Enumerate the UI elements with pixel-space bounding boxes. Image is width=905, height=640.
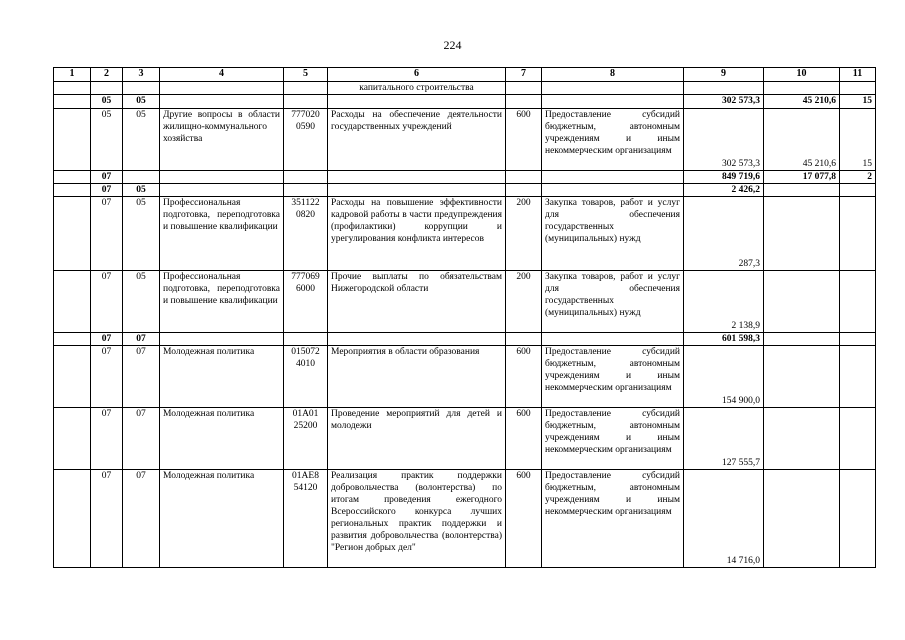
table-row [54, 82, 876, 95]
table-cell: 2 138,9 [684, 271, 764, 333]
table-cell: 07 [123, 333, 160, 346]
table-cell: Молодежная политика [160, 346, 284, 408]
table-cell: 05 [123, 109, 160, 171]
table-cell [764, 184, 840, 197]
table-cell [54, 333, 91, 346]
table-cell [764, 470, 840, 568]
table-cell: 15 [840, 95, 876, 109]
table-cell [284, 95, 328, 109]
table-row [54, 408, 876, 470]
table-cell: 600 [506, 470, 542, 568]
table-cell: Расходы на обеспечение деятельности государственных учреждений [328, 109, 506, 171]
table-cell: 302 573,3 [684, 109, 764, 171]
table-cell [284, 333, 328, 346]
table-cell [160, 184, 284, 197]
table-cell [284, 82, 328, 95]
table-cell: Профессиональная подготовка, переподготовка и повышение квалификации [160, 197, 284, 271]
table-cell [284, 184, 328, 197]
table-cell: 07 [91, 197, 123, 271]
table-cell: Мероприятия в области образования [328, 346, 506, 408]
table-cell: 45 210,6 [764, 95, 840, 109]
table-cell [840, 333, 876, 346]
table-cell: 05 [123, 184, 160, 197]
table-cell: 849 719,6 [684, 171, 764, 184]
table-cell [123, 171, 160, 184]
table-cell: 2 426,2 [684, 184, 764, 197]
table-cell: 07 [91, 346, 123, 408]
table-cell: Профессиональная подготовка, переподготовка и повышение квалификации [160, 271, 284, 333]
table-cell [123, 82, 160, 95]
table-cell: Реализация практик поддержки добровольчества (волонтерства) по итогам проведения ежегодного Всероссийского конкурса лучших региональных практик поддержки и развития добровольчества (волонтерства) "Регион добрых дел" [328, 470, 506, 568]
table-row [54, 271, 876, 333]
table-cell: 127 555,7 [684, 408, 764, 470]
table-cell: Закупка товаров, работ и услуг для обеспечения государственных (муниципальных) нужд [542, 271, 684, 333]
table-cell: 600 [506, 109, 542, 171]
table-cell [684, 82, 764, 95]
col-header: 10 [764, 68, 840, 82]
table-cell: Предоставление субсидий бюджетным, автономным учреждениям и иным некоммерческим организациям [542, 470, 684, 568]
header-row [54, 68, 876, 82]
table-cell: 200 [506, 197, 542, 271]
table-row [54, 197, 876, 271]
table-cell: 154 900,0 [684, 346, 764, 408]
table-cell [542, 171, 684, 184]
table-cell: Расходы на повышение эффективности кадровой работы в части предупреждения (профилактики) коррупции и урегулирования конфликта интересов [328, 197, 506, 271]
table-cell [54, 184, 91, 197]
table-cell: Предоставление субсидий бюджетным, автономным учреждениям и иным некоммерческим организациям [542, 109, 684, 171]
col-header: 8 [542, 68, 684, 82]
col-header: 3 [123, 68, 160, 82]
table-cell [764, 82, 840, 95]
table-cell: 05 [123, 271, 160, 333]
table-cell [506, 184, 542, 197]
table-cell [54, 271, 91, 333]
table-cell [54, 346, 91, 408]
table-cell: 07 [123, 408, 160, 470]
table-cell [542, 82, 684, 95]
table-cell [506, 171, 542, 184]
table-cell [764, 408, 840, 470]
table-cell [328, 171, 506, 184]
table-cell: 777069 6000 [284, 271, 328, 333]
table-cell: 07 [123, 346, 160, 408]
table-cell: 15 [840, 109, 876, 171]
table-cell [840, 408, 876, 470]
table-cell [542, 333, 684, 346]
col-header: 4 [160, 68, 284, 82]
table-cell [160, 171, 284, 184]
col-header: 7 [506, 68, 542, 82]
table-cell [328, 184, 506, 197]
table-row [54, 184, 876, 197]
budget-table [53, 67, 876, 568]
table-cell [764, 333, 840, 346]
table-cell [840, 346, 876, 408]
table-cell [284, 171, 328, 184]
table-cell [160, 333, 284, 346]
table-cell: 601 598,3 [684, 333, 764, 346]
table-cell: 45 210,6 [764, 109, 840, 171]
table-cell: Предоставление субсидий бюджетным, автономным учреждениям и иным некоммерческим организациям [542, 346, 684, 408]
col-header: 1 [54, 68, 91, 82]
table-cell [506, 95, 542, 109]
table-cell: 07 [123, 470, 160, 568]
table-cell: 302 573,3 [684, 95, 764, 109]
table-row [54, 95, 876, 109]
table-cell [506, 82, 542, 95]
table-cell [764, 271, 840, 333]
table-cell: 600 [506, 408, 542, 470]
table-cell [840, 470, 876, 568]
table-cell [542, 184, 684, 197]
table-cell [840, 82, 876, 95]
table-cell [328, 95, 506, 109]
table-cell [54, 197, 91, 271]
table-cell: Предоставление субсидий бюджетным, автономным учреждениям и иным некоммерческим организациям [542, 408, 684, 470]
table-cell: 05 [123, 95, 160, 109]
table-row [54, 109, 876, 171]
table-cell: 015072 4010 [284, 346, 328, 408]
page-number: 224 [443, 38, 462, 52]
table-cell: капитального строительства [328, 82, 506, 95]
table-cell: 07 [91, 408, 123, 470]
table-cell: 07 [91, 271, 123, 333]
table-cell [54, 171, 91, 184]
table-cell [160, 82, 284, 95]
table-row [54, 346, 876, 408]
table-cell [91, 82, 123, 95]
col-header: 6 [328, 68, 506, 82]
table-row [54, 333, 876, 346]
table-cell [54, 470, 91, 568]
table-cell [54, 408, 91, 470]
table-cell: Проведение мероприятий для детей и молодежи [328, 408, 506, 470]
table-cell: 05 [91, 95, 123, 109]
col-header: 2 [91, 68, 123, 82]
table-cell: 05 [123, 197, 160, 271]
table-cell: 287,3 [684, 197, 764, 271]
table-cell [54, 109, 91, 171]
table-cell: 351122 0820 [284, 197, 328, 271]
col-header: 5 [284, 68, 328, 82]
table-cell: Прочие выплаты по обязательствам Нижегородской области [328, 271, 506, 333]
table-cell [840, 197, 876, 271]
table-cell: 01АЕ8 54120 [284, 470, 328, 568]
table-cell: 07 [91, 470, 123, 568]
table-cell: Закупка товаров, работ и услуг для обеспечения государственных (муниципальных) нужд [542, 197, 684, 271]
table-cell: 05 [91, 109, 123, 171]
table-cell: 07 [91, 184, 123, 197]
table-cell: 777020 0590 [284, 109, 328, 171]
table-cell: 14 716,0 [684, 470, 764, 568]
col-header: 9 [684, 68, 764, 82]
table-cell [160, 95, 284, 109]
table-cell [506, 333, 542, 346]
table-cell: Молодежная политика [160, 408, 284, 470]
table-cell [840, 184, 876, 197]
table-cell: 600 [506, 346, 542, 408]
table-cell [840, 271, 876, 333]
table-cell: 07 [91, 333, 123, 346]
table-cell: Другие вопросы в области жилищно-коммунального хозяйства [160, 109, 284, 171]
col-header: 11 [840, 68, 876, 82]
table-cell [764, 197, 840, 271]
table-cell [54, 82, 91, 95]
table-cell: 2 [840, 171, 876, 184]
table-row [54, 470, 876, 568]
table-cell [764, 346, 840, 408]
table-row [54, 171, 876, 184]
table-cell [542, 95, 684, 109]
table-cell: 01А01 25200 [284, 408, 328, 470]
table-cell: Молодежная политика [160, 470, 284, 568]
table-cell: 200 [506, 271, 542, 333]
table-cell: 17 077,8 [764, 171, 840, 184]
table-cell [54, 95, 91, 109]
table-cell: 07 [91, 171, 123, 184]
table-cell [328, 333, 506, 346]
